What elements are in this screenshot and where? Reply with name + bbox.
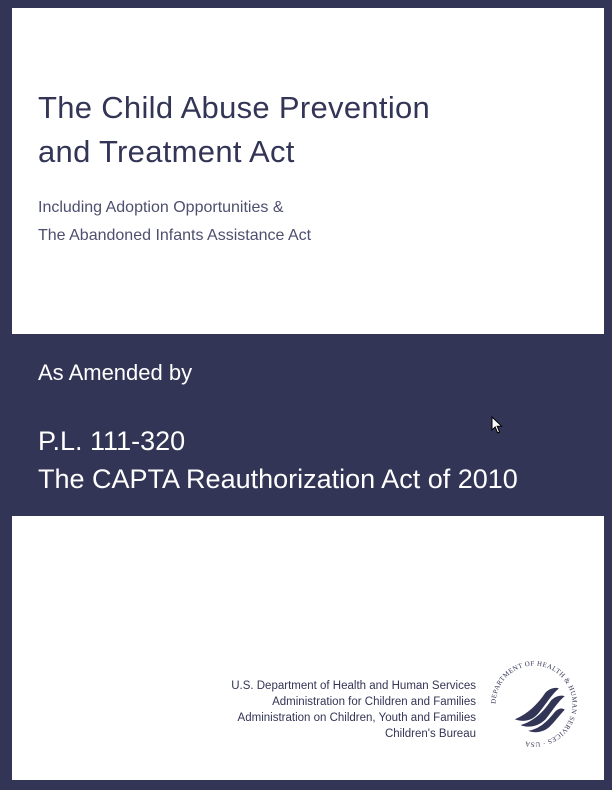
agency-line-acf: Administration for Children and Families <box>272 696 476 708</box>
mouse-cursor-icon <box>491 416 503 434</box>
agency-credits <box>231 678 476 742</box>
cover-top-panel <box>12 8 604 334</box>
agency-line-hhs: U.S. Department of Health and Human Services <box>231 680 476 692</box>
hhs-seal-icon <box>486 656 582 752</box>
seal-ring-text: DEPARTMENT OF HEALTH & HUMAN SERVICES · USA <box>490 660 578 748</box>
title-line-2: and Treatment Act <box>38 134 295 169</box>
amended-by-label: As Amended by <box>38 360 193 385</box>
document-title <box>38 86 430 174</box>
title-line-1: The Child Abuse Prevention <box>38 90 431 125</box>
public-law-number: P.L. 111-320 <box>38 426 186 456</box>
document-subtitle <box>38 194 311 250</box>
agency-line-cb: Children's Bureau <box>384 728 476 740</box>
subtitle-line-1: Including Adoption Opportunities & <box>38 199 284 216</box>
amendment-band <box>12 334 604 516</box>
subtitle-line-2: The Abandoned Infants Assistance Act <box>38 227 312 244</box>
svg-text:DEPARTMENT OF HEALTH & HUMAN S <box>491 661 578 748</box>
cover-bottom-panel <box>12 516 604 780</box>
agency-line-acyf: Administration on Children, Youth and Families <box>237 712 476 724</box>
public-law-title <box>38 422 518 498</box>
public-law-name: The CAPTA Reauthorization Act of 2010 <box>38 464 518 494</box>
